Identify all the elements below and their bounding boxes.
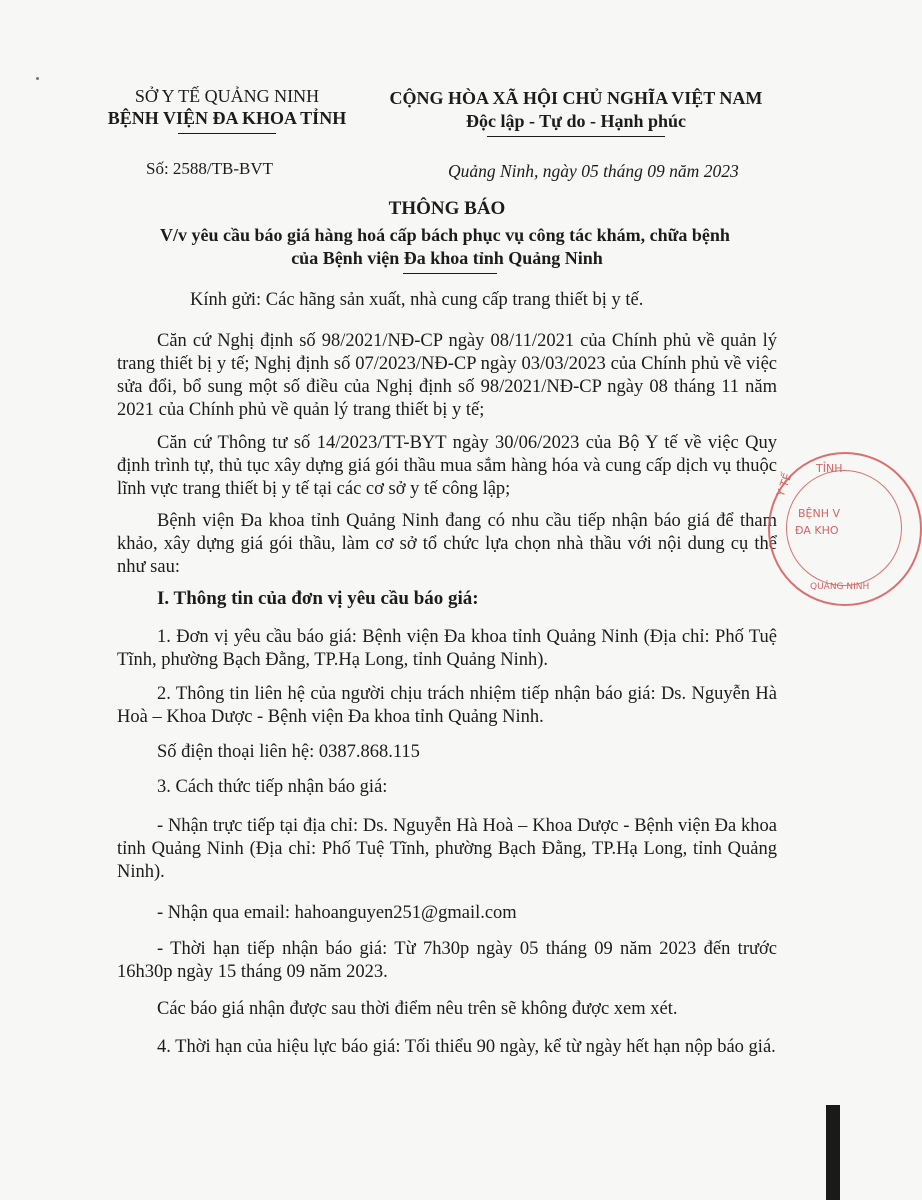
stamp-top-text: TỈNH [816,462,843,475]
scan-speck [36,77,39,80]
subject-line-2: của Bệnh viện Đa khoa tỉnh Quảng Ninh [291,248,603,268]
section-1-heading: I. Thông tin của đơn vị yêu cầu báo giá: [157,588,479,609]
stamp-side-text: Y TẾ [774,471,795,499]
nation-motto: Độc lập - Tự do - Hạnh phúc [465,111,687,131]
item-4-text: 4. Thời hạn của hiệu lực báo giá: Tối thiểu 90 ngày, kể từ ngày hết hạn nộp báo giá. [157,1037,776,1057]
paragraph-legal-basis-2 [117,432,777,501]
direct-receive [117,815,777,884]
stamp-line-2: ĐA KHO [795,524,839,537]
item-2 [117,683,777,729]
item-2-text: 2. Thông tin liên hệ của người chịu trách nhiệm tiếp nhận báo giá: Ds. Nguyễn Hà Hoà – Khoa Dược - Bệnh viện Đa khoa tỉnh Quảng Ninh. [117,684,777,727]
direct-receive-text: - Nhận trực tiếp tại địa chỉ: Ds. Nguyễn Hà Hoà – Khoa Dược - Bệnh viện Đa khoa tỉnh Quảng Ninh (Địa chỉ: Phố Tuệ Tĩnh, phường Bạch Đằng, TP.Hạ Long, tỉnh Quảng Ninh). [117,816,777,882]
stamp-line-1: BỆNH V [798,507,841,520]
subject-line-1: V/v yêu cầu báo giá hàng hoá cấp bách phục vụ công tác khám, chữa bệnh [160,225,730,245]
paragraph-legal-basis-1-text: Căn cứ Nghị định số 98/2021/NĐ-CP ngày 08/11/2021 của Chính phủ về quản lý trang thiết bị y tế; Nghị định số 07/2023/NĐ-CP ngày 03/03/2023 của Chính phủ về việc sửa đổi, bổ sung một số điều của Nghị định số 98/2021/NĐ-CP ngày 08 tháng 11 năm 2021 của Chính phủ về quản lý trang thiết bị y tế; [117,331,777,420]
motto-underline [487,136,665,137]
paragraph-purpose [117,510,777,579]
org-name: BỆNH VIỆN ĐA KHOA TỈNH [107,108,347,128]
nation-title: CỘNG HÒA XÃ HỘI CHỦ NGHĨA VIỆT NAM [389,88,763,108]
org-underline [178,133,276,134]
title-underline [403,273,497,274]
phone-line: Số điện thoại liên hệ: 0387.868.115 [157,742,420,762]
item-3: 3. Cách thức tiếp nhận báo giá: [157,777,388,797]
item-1-text: 1. Đơn vị yêu cầu báo giá: Bệnh viện Đa khoa tỉnh Quảng Ninh (Địa chỉ: Phố Tuệ Tĩnh, phường Bạch Đằng, TP.Hạ Long, tỉnh Quảng Ninh). [117,627,777,670]
deadline-line [117,938,777,984]
email-line: - Nhận qua email: hahoanguyen251@gmail.com [157,903,517,923]
official-stamp [768,452,922,606]
item-4 [117,1036,777,1059]
deadline-line-text: - Thời hạn tiếp nhận báo giá: Từ 7h30p ngày 05 tháng 09 năm 2023 đến trước 16h30p ngày 15 tháng 09 năm 2023. [117,939,777,982]
place-date: Quảng Ninh, ngày 05 tháng 09 năm 2023 [448,161,739,181]
doc-number: Số: 2588/TB-BVT [146,159,274,178]
paragraph-legal-basis-1 [117,330,777,422]
paragraph-legal-basis-2-text: Căn cứ Thông tư số 14/2023/TT-BYT ngày 30/06/2023 của Bộ Y tế về việc Quy định trình tự, thủ tục xây dựng giá gói thầu mua sắm hàng hóa và cung cấp dịch vụ thuộc lĩnh vực trang thiết bị y tế tại các cơ sở y tế công lập; [117,433,777,499]
late-note: Các báo giá nhận được sau thời điểm nêu trên sẽ không được xem xét. [157,999,678,1019]
paragraph-purpose-text: Bệnh viện Đa khoa tỉnh Quảng Ninh đang có nhu cầu tiếp nhận báo giá để tham khảo, xây dựng giá gói thầu, làm cơ sở tổ chức lựa chọn nhà thầu với nội dung cụ thể như sau: [117,511,777,577]
item-1 [117,626,777,672]
org-parent: SỞ Y TẾ QUẢNG NINH [134,86,320,106]
document-title: THÔNG BÁO [388,198,506,219]
recipient-line: Kính gửi: Các hãng sản xuất, nhà cung cấp trang thiết bị y tế. [190,290,644,310]
scan-dark-edge [826,1105,840,1200]
stamp-bottom-text: QUẢNG NINH [810,582,870,592]
